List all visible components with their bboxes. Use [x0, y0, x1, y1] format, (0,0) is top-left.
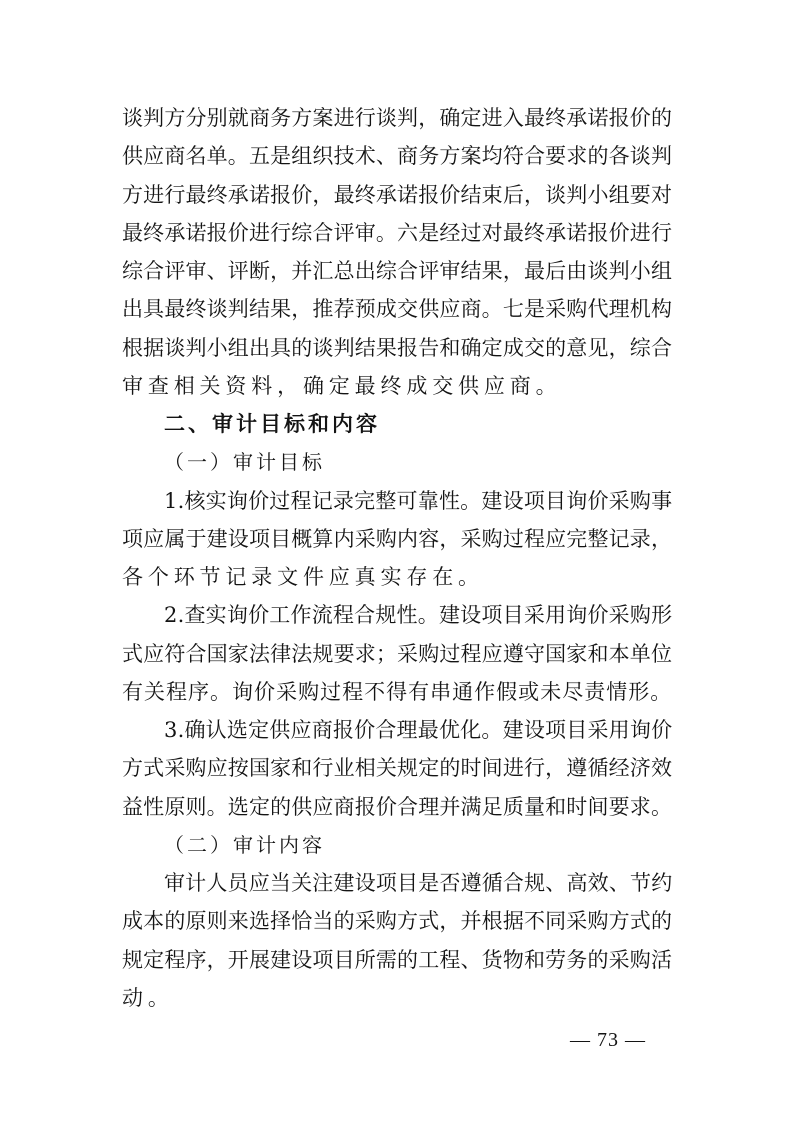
body-text-line: 项应属于建设项目概算内采购内容，采购过程应完整记录， — [122, 527, 673, 551]
subsection-heading: （二）审计内容 — [164, 833, 325, 857]
body-text-line: 动。 — [122, 986, 174, 1010]
body-text-line: 供应商名单。五是组织技术、商务方案均符合要求的各谈判 — [122, 144, 673, 168]
body-text-line: 有关程序。询价采购过程不得有串通作假或未尽责情形。 — [122, 680, 673, 704]
section-heading: 二、审计目标和内容 — [164, 412, 380, 436]
body-text-line: 成本的原则来选择恰当的采购方式，并根据不同采购方式的 — [122, 909, 673, 933]
body-text-line: 方式采购应按国家和行业相关规定的时间进行，遵循经济效 — [122, 756, 673, 780]
body-text-line: 审计人员应当关注建设项目是否遵循合规、高效、节约 — [164, 871, 673, 895]
body-text-line: 益性原则。选定的供应商报价合理并满足质量和时间要求。 — [122, 795, 673, 819]
subsection-heading: （一）审计目标 — [164, 450, 325, 474]
body-text-line: 规定程序，开展建设项目所需的工程、货物和劳务的采购活 — [122, 948, 673, 972]
body-text-line: 1.核实询价过程记录完整可靠性。建设项目询价采购事 — [164, 489, 673, 513]
body-text-line: 最终承诺报价进行综合评审。六是经过对最终承诺报价进行 — [122, 221, 673, 245]
body-text-line: 综合评审、评断，并汇总出综合评审结果，最后由谈判小组 — [122, 259, 673, 283]
body-text-line: 出具最终谈判结果，推荐预成交供应商。七是采购代理机构 — [122, 297, 673, 321]
body-text-line: 审查相关资料，确定最终成交供应商。 — [122, 374, 562, 398]
page-number: — 73 — — [570, 1029, 646, 1051]
body-text-line: 根据谈判小组出具的谈判结果报告和确定成交的意见，综合 — [122, 336, 673, 360]
body-text-line: 式应符合国家法律法规要求；采购过程应遵守国家和本单位 — [122, 642, 673, 666]
body-text-line: 3.确认选定供应商报价合理最优化。建设项目采用询价 — [164, 718, 673, 742]
body-text-line: 2.查实询价工作流程合规性。建设项目采用询价采购形 — [164, 603, 673, 627]
body-text-line: 谈判方分别就商务方案进行谈判，确定进入最终承诺报价的 — [122, 106, 673, 130]
body-text-line: 方进行最终承诺报价，最终承诺报价结束后，谈判小组要对 — [122, 183, 673, 207]
body-text-line: 各个环节记录文件应真实存在。 — [122, 565, 484, 589]
